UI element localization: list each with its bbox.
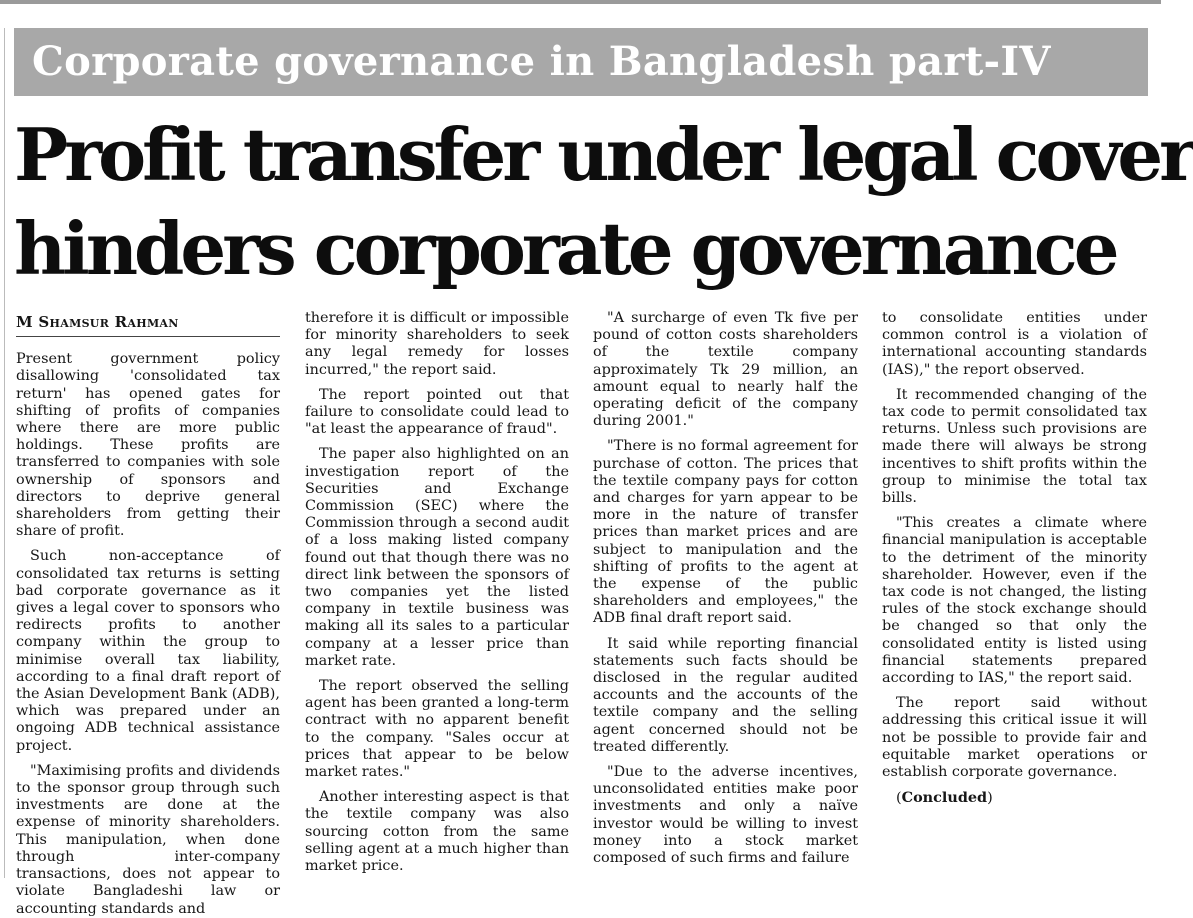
paragraph: "There is no formal agreement for purchase of cotton. The prices that the textile company pays for cotton and charges for yarn appear to be more in the nature of transfer prices than market prices and are subject to manipulation and the shifting of profits to the agent at the expense of the public shareholders and employees," the ADB final draft report said. — [593, 438, 858, 627]
top-rule — [0, 0, 1161, 4]
paragraph: "Due to the adverse incentives, unconsolidated entities make poor investments and only a naïve investor would be willing to invest money into a stock market composed of such firms and failure — [593, 764, 858, 867]
series-banner — [14, 28, 1148, 96]
paragraph: The report observed the selling agent has been granted a long-term contract with no apparent benefit to the company. "Sales occur at prices that appear to be below market rates." — [305, 678, 569, 781]
concluded-word: Concluded — [901, 789, 988, 807]
concluded-close: ) — [987, 790, 993, 807]
paragraph: Another interesting aspect is that the textile company was also sourcing cotton from the same selling agent at a much higher than market price. — [305, 789, 569, 875]
paragraph: therefore it is difficult or impossible for minority shareholders to seek any legal remedy for losses incurred," the report said. — [305, 310, 569, 378]
column-3 — [593, 310, 858, 885]
column-4 — [882, 310, 1147, 885]
headline-line-2: hinders corporate governance — [14, 206, 1116, 291]
paragraph: The report pointed out that failure to consolidate could lead to "at least the appearance of fraud". — [305, 386, 569, 438]
concluded-note — [882, 789, 1147, 807]
paragraph: The paper also highlighted on an investigation report of the Securities and Exchange Commission (SEC) where the Commission through a second audit of a loss making listed company found out that though there was no direct link between the sponsors of two companies yet the listed company in textile business was making all its sales to a particular company at a lesser price than market rate. — [305, 446, 569, 669]
paragraph: Present government policy disallowing 'consolidated tax return' has opened gates for shifting of profits of companies where there are more public holdings. These profits are transferred to companies with sole ownership of sponsors and directors to deprive general shareholders from getting their share of profit. — [16, 351, 280, 540]
paragraph: "This creates a climate where financial manipulation is acceptable to the detriment of the minority shareholder. However, even if the tax code is not changed, the listing rules of the stock exchange should be changed so that only the consolidated entity is listed using financial statements prepared according to IAS," the report said. — [882, 515, 1147, 687]
byline: M Shamsur Rahman — [16, 314, 280, 337]
concluded-open: ( — [896, 790, 902, 807]
headline — [14, 108, 1193, 296]
paragraph: "Maximising profits and dividends to the sponsor group through such investments are done at the expense of minority shareholders. This manipulation, when done through inter-company transactions, does not appear to violate Bangladeshi law or accounting standards and — [16, 762, 280, 917]
series-title: Corporate governance in Bangladesh part-IV — [32, 38, 1051, 85]
paragraph: It recommended changing of the tax code to permit consolidated tax returns. Unless such provisions are made there will always be strong incentives to shift profits within the group to minimise the total tax bills. — [882, 386, 1147, 507]
paragraph: Such non-acceptance of consolidated tax returns is setting bad corporate governance as it gives a legal cover to sponsors who redirects profits to another company within the group to minimise overall tax liability, according to a final draft report of the Asian Development Bank (ADB), which was prepared under an ongoing ADB technical assistance project. — [16, 548, 280, 754]
paragraph: "A surcharge of even Tk five per pound of cotton costs shareholders of the textile company approximately Tk 29 million, an amount equal to nearly half the operating deficit of the company during 2001." — [593, 310, 858, 430]
paragraph: to consolidate entities under common control is a violation of international accounting standards (IAS)," the report observed. — [882, 310, 1147, 378]
column-1 — [16, 310, 280, 917]
headline-line-1: Profit transfer under legal cover — [14, 112, 1193, 197]
column-rule — [4, 28, 5, 878]
column-2 — [305, 310, 569, 885]
paragraph: It said while reporting financial statements such facts should be disclosed in the regular audited accounts and the accounts of the textile company and the selling agent concerned should not be treated differently. — [593, 635, 858, 755]
paragraph: The report said without addressing this critical issue it will not be possible to provide fair and equitable market operations or establish corporate governance. — [882, 695, 1147, 781]
